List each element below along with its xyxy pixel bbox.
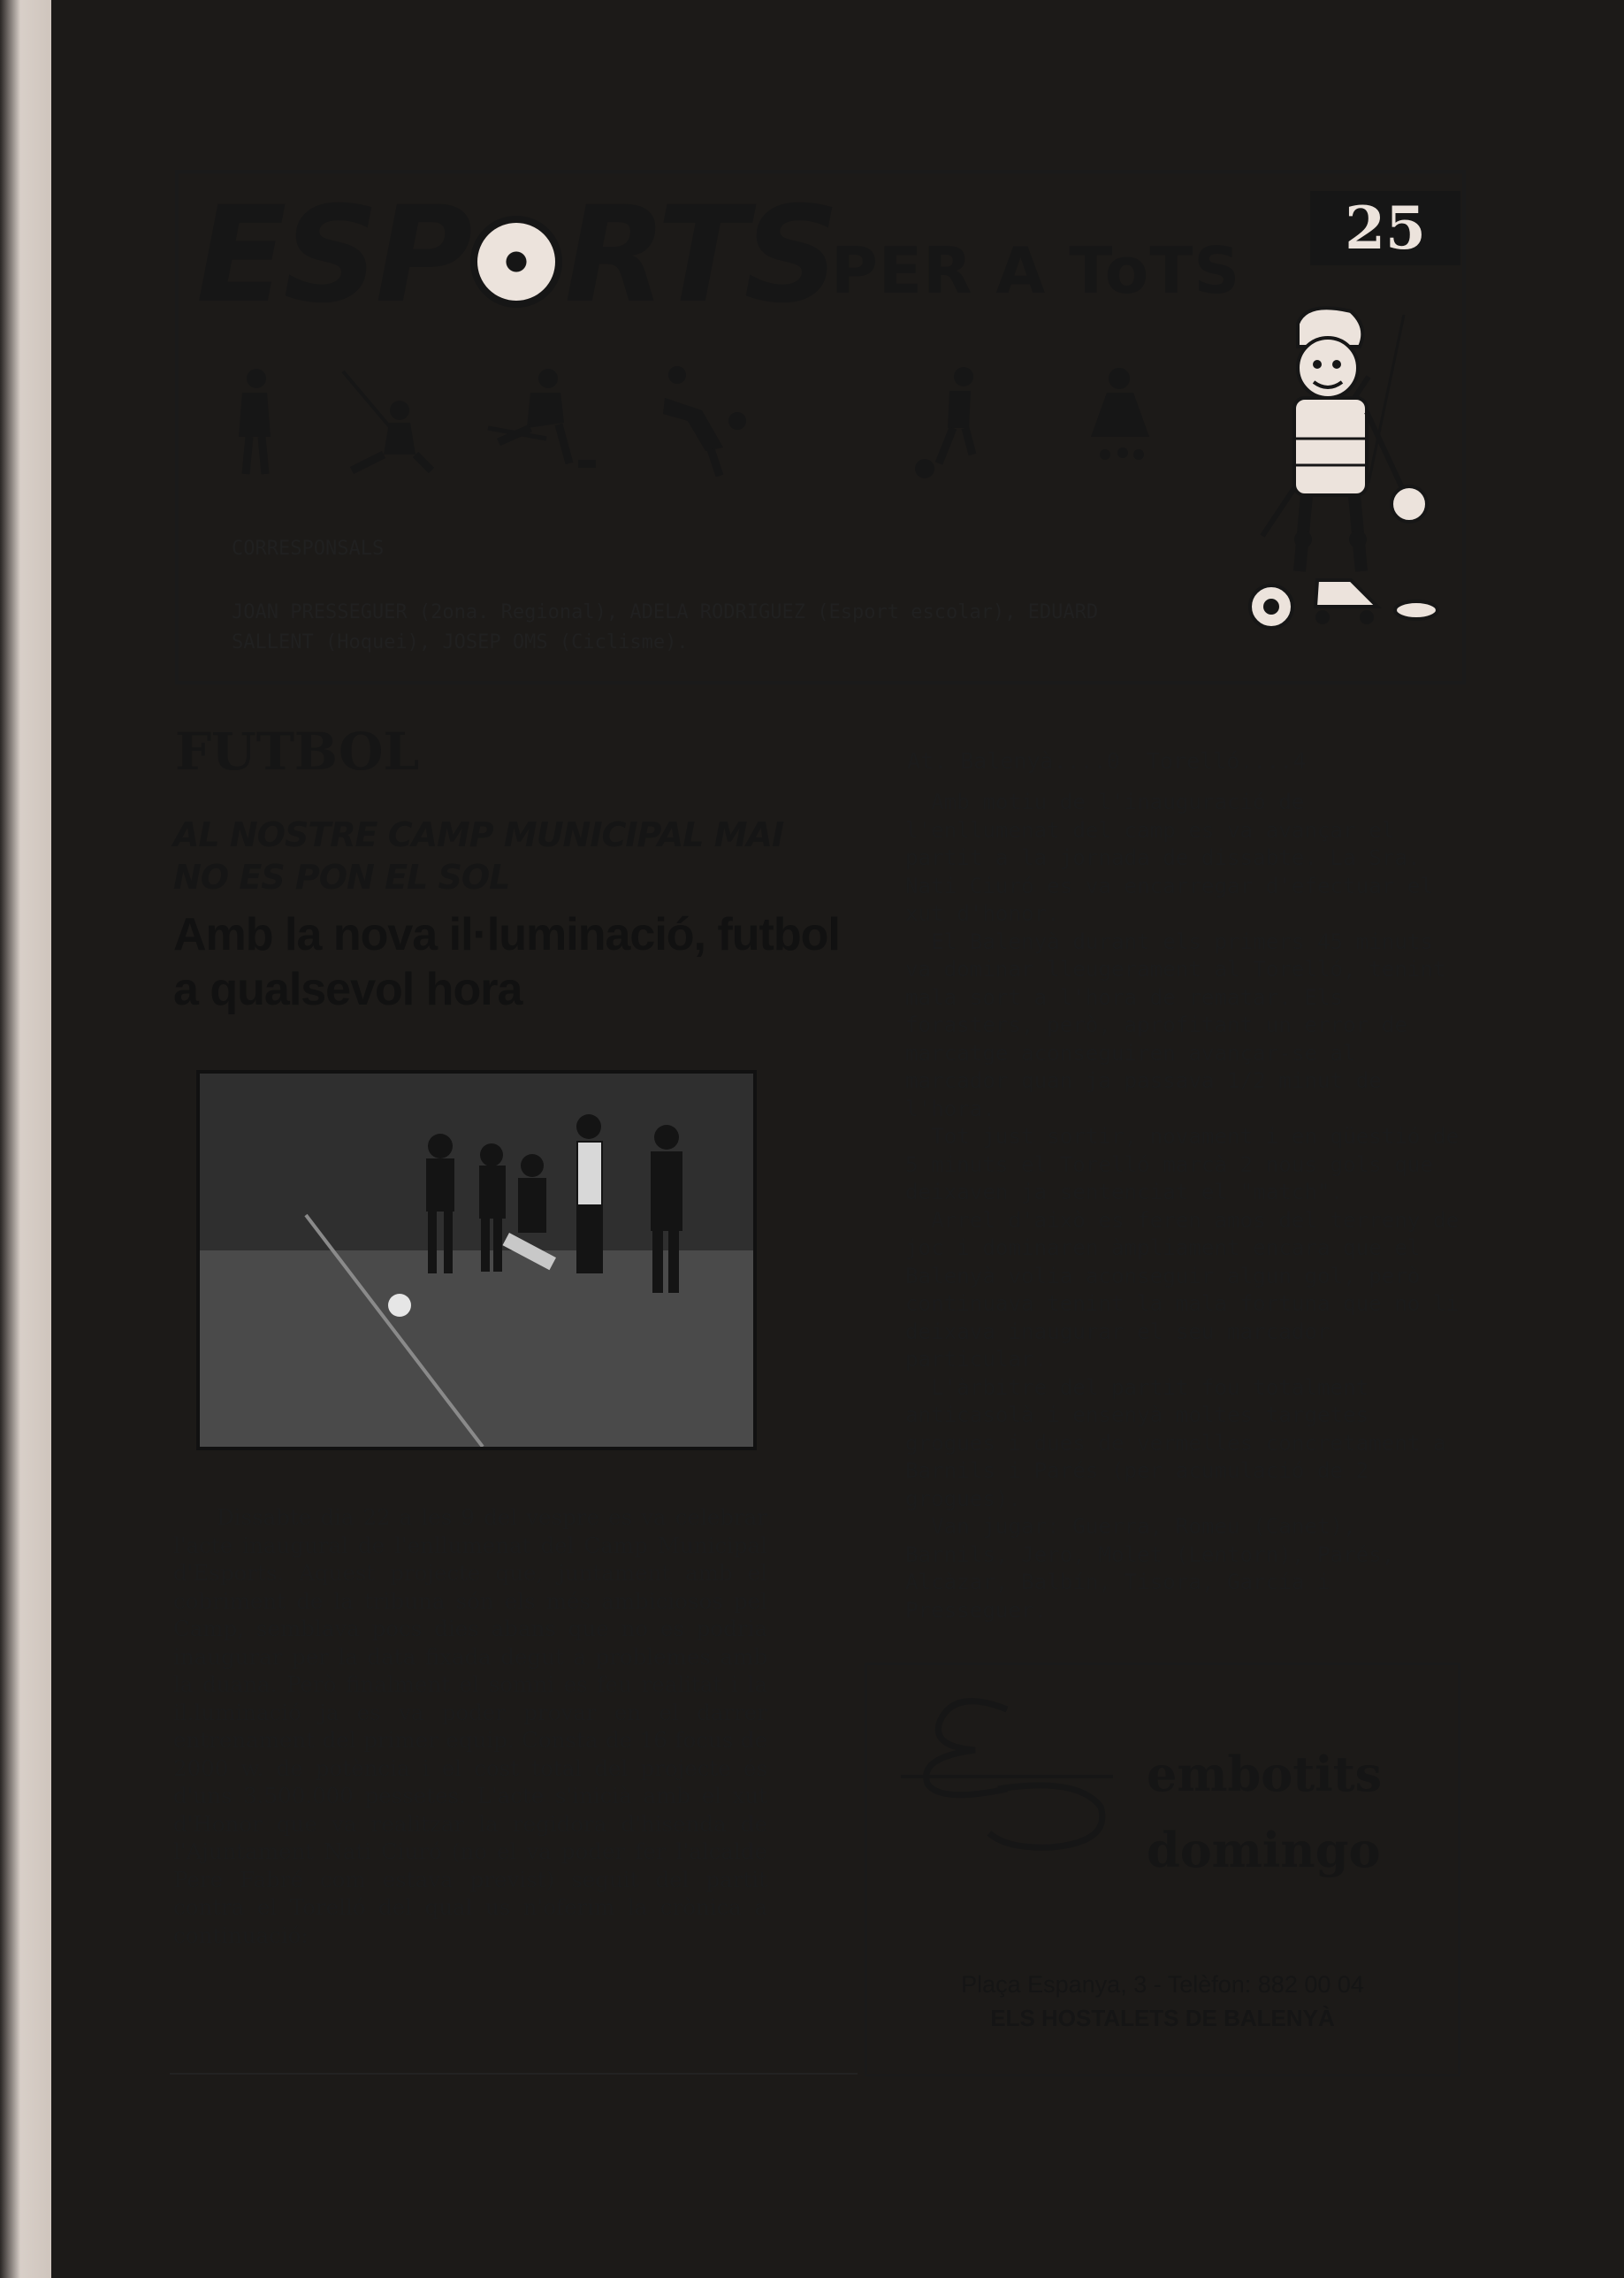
- match-report: [905, 789, 1462, 1624]
- football-icon: [470, 216, 562, 308]
- cyclist-icon: [223, 366, 285, 481]
- ad-address: Plaça Espanya, 3 - Telèfon: 882 00 04: [961, 1971, 1364, 1998]
- advertisement-embotits-domingo: [865, 1663, 1460, 2076]
- esports-logo: ESP RTS: [196, 179, 836, 333]
- football-kick-icon: [656, 366, 753, 481]
- section-title: FUTBOL: [175, 722, 420, 782]
- hockey-icon: [479, 366, 603, 481]
- intro-paragraph: Dissabte dia 22 a les 9 del vespre es va celebrar l'acte inaugural de l'enllumenat del Camp Municipal d'Esports. Aquest projecte que, juntament amb el cobriment de la tribuna són els més ambiciosos pel Camp, semblava pocs dies abans que no es podria inaugurar per la data fixada degut a problemes amb la duana. Però finalment el somni es feu realitat i la il.luminació ja es va poder provar en el darrer entrenament del primer equip. Consta de 16 focus de 2000 w. de potència i el cost total del projecte és d'uns 3.500.000 pessetes. L'acte s'inicià amb el xut d'Honor que va realitzar la regidora d'hisenda de l'Ajuntament Nati Ciuró (no el va poder fer l'alcalde Pere Fabré com estava previst) seguit del partit contra el Torelló del qual us n'oferim la crònica a continuació:: [173, 1504, 767, 1948]
- fishing-icon: [339, 366, 437, 481]
- report-paragraph: El Balenyà durant els primers 45 minuts va dominar lleugerament al Torelló, tenint mala sort a l'hora de rematar. Els forasters, però, aprofitant un error de marcatge aconseguiren avançar-se al marcador quan ja passava 1/2 minut de l'hora.: [905, 929, 1446, 1121]
- report-paragraph: L'àrbitre del partit fou totalment anticasolà i ensenyà moltes targetes grogues i dues de vermelles concretament a Barnils i Parés (per acumulació de 2 grogues).: [905, 1374, 1446, 1511]
- report-paragraph: Van jugar: Guerra, Romeu (Canet), Barnils, Jero, Molet (Lentorn), Parés, Alcàzar, Balbín, Tisora, García i Presseguer.: [905, 1514, 1395, 1623]
- match-kickoff-photo: [196, 1070, 757, 1450]
- column-rule: [170, 2073, 858, 2075]
- sport-icons-row: [223, 366, 1195, 481]
- petanque-icon: [1080, 366, 1160, 481]
- report-paragraph: Amb motiu de l'inauguració de l'enllumenat del camp es va avançar el partit a la jornada de dissabte. La Sra. Nati Ciuró es va encarregar d'efectuar el xut d'honor.: [905, 790, 1434, 926]
- article-body-left: [173, 1503, 767, 1949]
- logo-subtitle: PER A ToTS: [831, 233, 1241, 308]
- ad-company-name: [1147, 1736, 1382, 1888]
- correspondents-title: CORRESPONSALS: [232, 538, 385, 560]
- article-headline: Amb la nova il·luminació, futbol a qualsevol hora: [173, 909, 840, 1015]
- issue-number-badge: 25: [1310, 191, 1460, 265]
- article-kicker: AL NOSTRE CAMP MUNICIPAL MAI NO ES PON EL SOL: [173, 815, 784, 897]
- ad-town: ELS HOSTALETS DE BALENYÀ: [990, 2005, 1335, 2031]
- correspondents-list: JOAN PRESSEGUER (2ona. Regional), ADELA RODRIGUEZ (Esport escolar), EDUARD SALLENT (Hoquei), JOSEP OMS (Ciclisme).: [232, 601, 1099, 654]
- ad-name-line2: domingo: [1147, 1822, 1381, 1878]
- sports-header-box: [175, 170, 1466, 684]
- runner-ball-icon: [912, 366, 992, 481]
- report-paragraph: Arrel d'això es feren amos del terreny de joc i dominaren àmpliament encara que el Balenyà volia aconseguir algun gol, però continuava tenint la mala fortuna que no li deixava inaugurar el seu marcador particular.: [905, 1207, 1460, 1372]
- ed-monogram-logo: [901, 1692, 1131, 1851]
- photo-scene: [200, 1074, 753, 1447]
- mascot-icon: [1236, 306, 1448, 660]
- ad-name-line1: embotits: [1147, 1746, 1383, 1802]
- report-paragraph: Tot just sortir, novament i en qüestió de 5 minuts el Torelló marcà 2 nous gols que deixaven ja sentenciat el "match".: [905, 1124, 1460, 1204]
- match-score: At. Balenyà....0 Torelló....4: [907, 748, 1307, 774]
